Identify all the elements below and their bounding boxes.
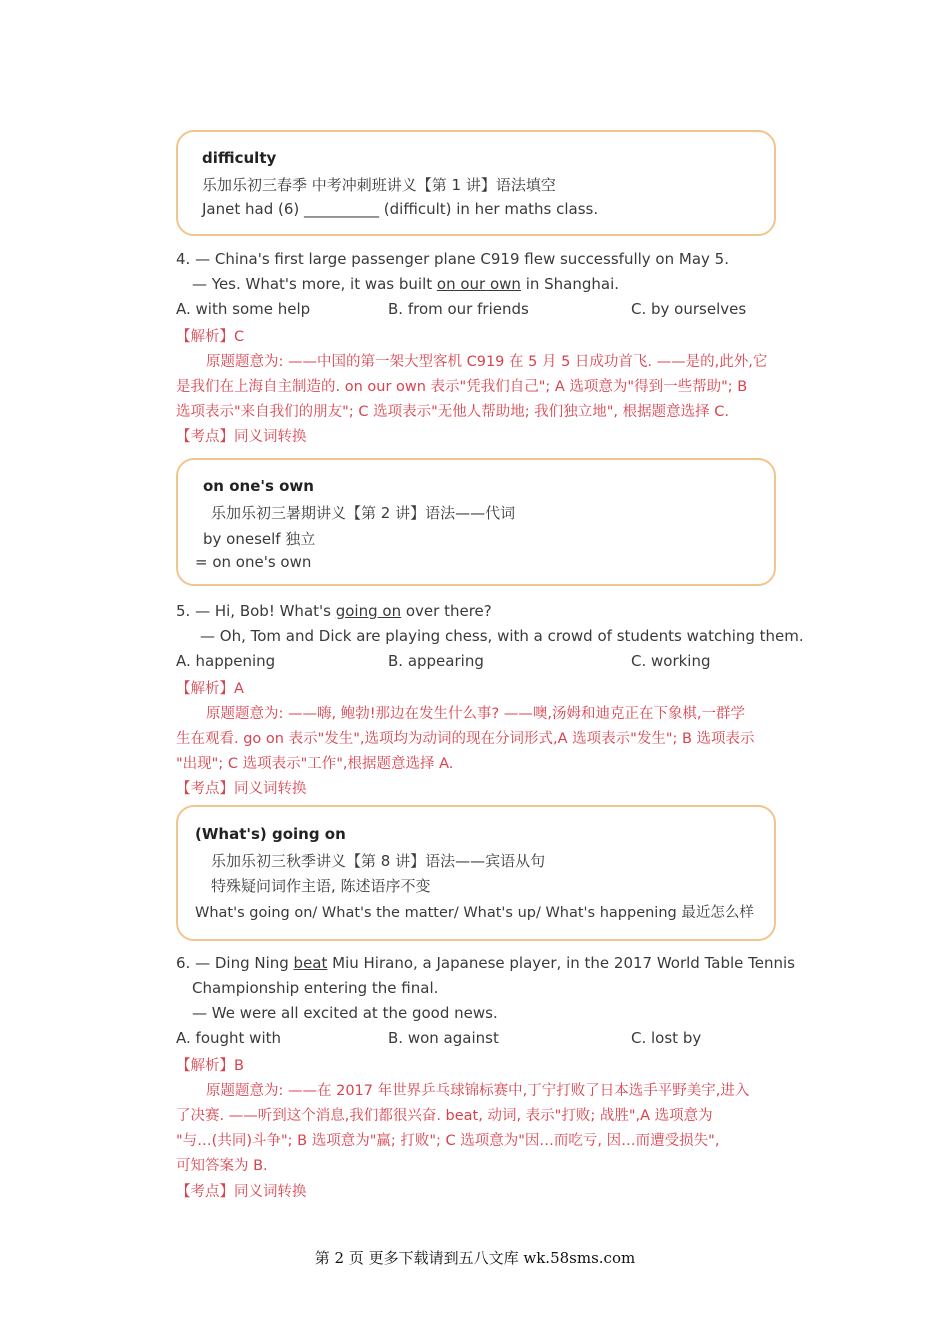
note-line: = on one's own [195,553,312,571]
stem-text: Miu Hirano, a Japanese player, in the 2017 World Table Tennis [327,954,795,972]
question-4-stem: 4. — China's first large passenger plane C919 flew successfully on May 5. [176,250,729,268]
question-6-stem [176,954,795,972]
option-c: C. by ourselves [631,300,747,318]
knowledge-point: 【考点】同义词转换 [176,429,307,445]
note-line: 乐加乐初三秋季讲义【第 8 讲】语法——宾语从句 [211,852,546,870]
stem-text: 6. — Ding Ning [176,954,294,972]
question-6-reply: — We were all excited at the good news. [192,1004,498,1022]
underlined-phrase: beat [293,954,328,972]
note-heading: difficulty [202,149,277,167]
knowledge-point: 【考点】同义词转换 [176,1184,307,1200]
question-5-reply: — Oh, Tom and Dick are playing chess, with a crowd of students watching them. [200,627,804,645]
answer-label: 【解析】A [176,681,244,697]
option-a: A. happening [176,652,276,670]
underlined-phrase: on our own [436,275,521,293]
reply-text: in Shanghai. [520,275,620,293]
option-b: B. won against [388,1029,499,1047]
note-line: 乐加乐初三暑期讲义【第 2 讲】语法——代词 [211,504,516,522]
explanation-line: 是我们在上海自主制造的. on our own 表示"凭我们自己"; A 选项意为"得到一些帮助"; B [176,379,748,395]
explanation-line: "与…(共同)斗争"; B 选项意为"赢; 打败"; C 选项意为"因…而吃亏, 因…而遭受损失", [176,1133,720,1149]
note-line: 特殊疑问词作主语, 陈述语序不变 [211,877,431,895]
explanation-line: 原题题意为: ——嗨, 鲍勃!那边在发生什么事? ——噢,汤姆和迪克正在下象棋,一群学 [206,706,746,722]
option-c: C. lost by [631,1029,702,1047]
explanation-line: "出现"; C 选项表示"工作",根据题意选择 A. [176,756,454,772]
explanation-line: 了决赛. ——听到这个消息,我们都很兴奋. beat, 动词, 表示"打败; 战胜",A 选项意为 [176,1108,713,1124]
note-box-going-on [176,805,776,941]
question-6-stem-cont: Championship entering the final. [192,979,439,997]
option-c: C. working [631,652,711,670]
explanation-line: 生在观看. go on 表示"发生",选项均为动词的现在分词形式,A 选项表示"发生"; B 选项表示 [176,731,755,747]
reply-text: — Yes. What's more, it was built [192,275,437,293]
option-b: B. appearing [388,652,484,670]
note-heading: (What's) going on [195,825,346,843]
stem-text: 5. — Hi, Bob! What's [176,602,336,620]
explanation-line: 原题题意为: ——中国的第一架大型客机 C919 在 5 月 5 日成功首飞. ——是的,此外,它 [206,354,768,370]
question-5-stem [176,602,492,620]
note-box-on-ones-own [176,458,776,586]
note-heading: on one's own [203,477,314,495]
answer-label: 【解析】C [176,329,245,345]
explanation-line: 选项表示"来自我们的朋友"; C 选项表示"无他人帮助地; 我们独立地", 根据题意选择 C. [176,404,729,420]
note-line: Janet had (6) __________ (difficult) in her maths class. [202,200,599,218]
explanation-line: 可知答案为 B. [176,1158,268,1174]
option-a: A. with some help [176,300,311,318]
note-line: 乐加乐初三春季 中考冲刺班讲义【第 1 讲】语法填空 [202,176,556,194]
question-4-reply [192,275,619,293]
page-footer: 第 2 页 更多下载请到五八文库 wk.58sms.com [314,1249,636,1267]
stem-text: over there? [401,602,492,620]
knowledge-point: 【考点】同义词转换 [176,781,307,797]
answer-label: 【解析】B [176,1058,244,1074]
option-b: B. from our friends [388,300,529,318]
note-box-difficulty [176,130,776,236]
underlined-phrase: going on [335,602,402,620]
option-a: A. fought with [176,1029,281,1047]
note-line: What's going on/ What's the matter/ What's up/ What's happening 最近怎么样 [195,905,754,921]
explanation-line: 原题题意为: ——在 2017 年世界乒乓球锦标赛中,丁宁打败了日本选手平野美宇,进入 [206,1083,750,1099]
note-line: by oneself 独立 [203,530,316,548]
